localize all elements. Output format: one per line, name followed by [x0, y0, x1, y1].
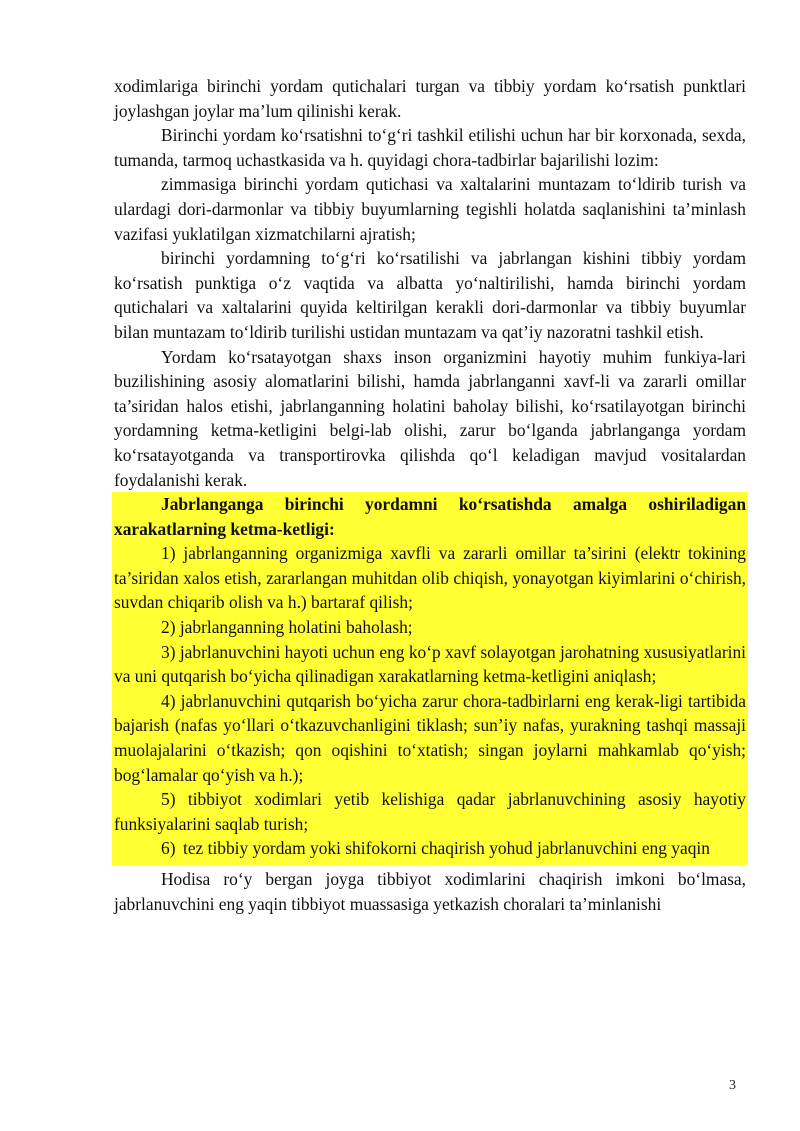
page-number: 3 [729, 1078, 736, 1093]
list-item: 4) jabrlanuvchini qutqarish bo‘yicha zarur chora-tadbirlarni eng kerak-ligi tartibida bajarish (nafas yo‘llari o‘tkazuvchanligini tiklash; sun’iy nafas, yurakning tashqi massaji muolajalarini o‘tkazish; qon oqishini to‘xtatish; singan joylarni mahkamlab qo‘yish; bog‘lamalar qo‘yish va h.); [114, 690, 746, 785]
paragraph-duty-assignment: zimmasiga birinchi yordam qutichasi va xaltalarini muntazam to‘ldirib turish va ulardagi dori-darmonlar va tibbiy buyumlarning tegishli holatda saqlanishini ta’minlash vazifasi yuklatilgan xizmatchilarni ajratish; [114, 174, 746, 244]
list-item-number: 6) [161, 838, 176, 859]
section-heading: Jabrlanganga birinchi yordamni ko‘rsatishda amalga oshiriladigan xarakatlarning ketma-ketligi: [114, 494, 746, 539]
highlighted-section [112, 492, 748, 865]
list-item-text: tez tibbiy yordam yoki shifokorni chaqirish yohud jabrlanuvchini eng yaqin [183, 838, 710, 859]
list-item: 5) tibbiyot xodimlari yetib kelishiga qadar jabrlanuvchining asosiy hayotiy funksiyalarini saqlab turish; [114, 789, 746, 834]
list-item: 2) jabrlanganning holatini baholash; [161, 617, 413, 638]
paragraph-after: Hodisa ro‘y bergan joyga tibbiyot xodimlarini chaqirish imkoni bo‘lmasa, jabrlanuvchini eng yaqin tibbiyot muassasiga yetkazish choralari ta’minlanishi [114, 869, 746, 914]
list-item: 3) jabrlanuvchini hayoti uchun eng ko‘p xavf solayotgan jarohatning xususiyatlarini va uni qutqarish bo‘yicha qilinadigan xarakatlarning ketma-ketligini aniqlash; [114, 641, 746, 687]
paragraph-organization: Birinchi yordam ko‘rsatishni to‘g‘ri tashkil etilishi uchun har bir korxonada, sexda, tumanda, tarmoq uchastkasida va h. quyidagi chora-tadbirlar bajarilishi lozim: [114, 125, 746, 170]
paragraph-control: birinchi yordamning to‘g‘ri ko‘rsatilishi va jabrlangan kishini tibbiy yordam ko‘rsatish punktiga o‘z vaqtida va albatta yo‘naltirilishi, hamda birinchi yordam qutichalari va xaltalarini quyida keltirilgan kerakli dori-darmonlar va tibbiy buyumlar bilan muntazam to‘ldirib turilishi ustidan muntazam va qat’iy nazoratni tashkil etish. [114, 248, 746, 342]
list-item: 1) jabrlanganning organizmiga xavfli va zararli omillar ta’sirini (elektr tokining ta’siridan xalos etish, zararlangan muhitdan olib chiqish, yonayotgan kiyimlarini o‘chirish, suvdan chiqarib olish va h.) bartaraf qilish; [114, 543, 746, 613]
page-body [114, 74, 746, 916]
list-item [114, 836, 746, 861]
paragraph-continuation: xodimlariga birinchi yordam qutichalari turgan va tibbiy yordam ko‘rsatish punktlari joylashgan joylar ma’lum qilinishi kerak. [114, 76, 746, 121]
paragraph-responder-knowledge: Yordam ko‘rsatayotgan shaxs inson organizmini hayotiy muhim funkiya-lari buzilishining asosiy alomatlarini bilishi, hamda jabrlanganni xavf-li va zararli omillar ta’siridan halos etishi, jabrlanganning holatini baholay bilishi, ko‘rsatilayotgan birinchi yordamning ketma-ketligini belgi-lab olishi, zarur bo‘lganda jabrlanganga yordam ko‘rsatayotganda va transportirovka qilishda qo‘l keladigan mavjud vositalardan foydalanishi kerak. [114, 346, 746, 490]
